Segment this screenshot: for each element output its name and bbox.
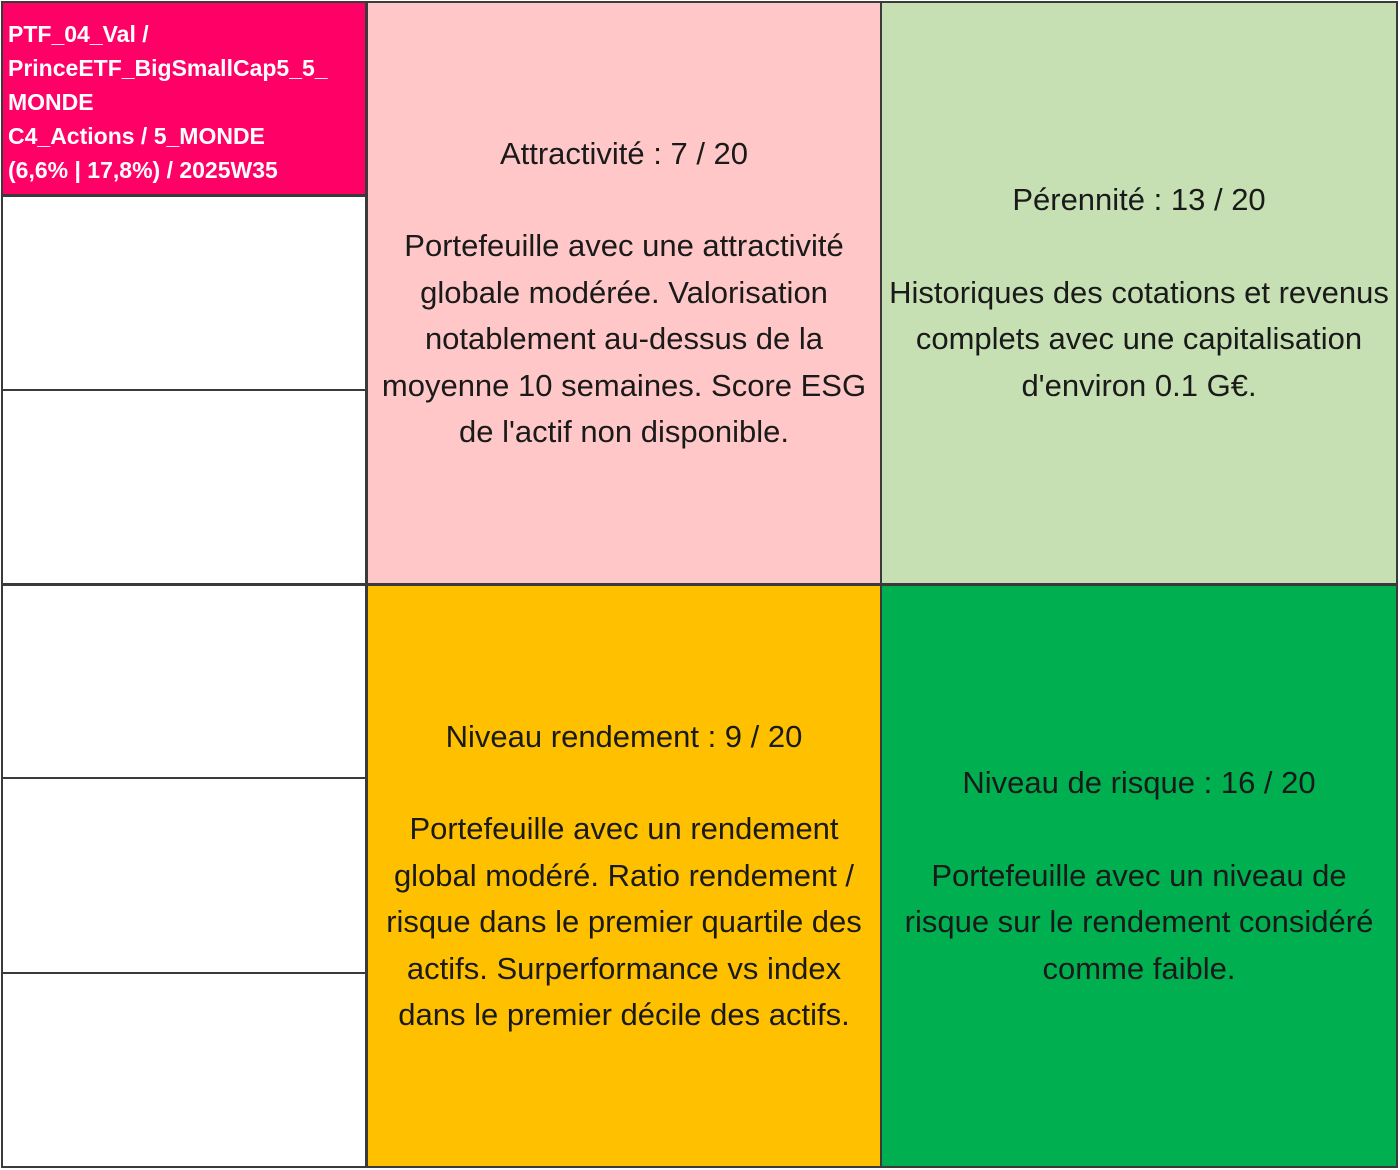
empty-cell-2 bbox=[1, 389, 367, 585]
risque-cell bbox=[880, 584, 1398, 1168]
rendement-title: Niveau rendement : 9 / 20 bbox=[445, 718, 803, 754]
empty-cell-5 bbox=[1, 972, 367, 1168]
attractivite-title: Attractivité : 7 / 20 bbox=[499, 135, 749, 171]
perennite-text: Historiques des cotations et revenus complets avec une capitalisation d'environ 0.1 G€. bbox=[889, 274, 1389, 403]
risque-title: Niveau de risque : 16 / 20 bbox=[962, 765, 1316, 800]
perennite-title: Pérennité : 13 / 20 bbox=[1012, 182, 1266, 217]
header-line-2: PrinceETF_BigSmallCap5_5_ bbox=[8, 55, 328, 81]
header-line-3: MONDE bbox=[8, 89, 94, 115]
rendement-cell bbox=[366, 584, 882, 1168]
portfolio-header-cell bbox=[1, 1, 367, 196]
attractivite-text: Portefeuille avec une attractivité globale modérée. Valorisation notablement au-dessus de la moyenne 10 semaines. Score ESG de l'actif non disponible. bbox=[381, 228, 867, 449]
attractivite-cell bbox=[366, 1, 882, 585]
header-line-5: (6,6% | 17,8%) / 2025W35 bbox=[8, 157, 278, 183]
empty-cell-1 bbox=[1, 195, 367, 391]
header-line-4: C4_Actions / 5_MONDE bbox=[8, 123, 265, 149]
empty-cell-4 bbox=[1, 777, 367, 974]
header-line-1: PTF_04_Val / bbox=[8, 21, 149, 47]
empty-cell-3 bbox=[1, 584, 367, 779]
risque-text: Portefeuille avec un niveau de risque sur le rendement considéré comme faible. bbox=[904, 857, 1374, 986]
rendement-text: Portefeuille avec un rendement global modéré. Ratio rendement / risque dans le premier quartile des actifs. Surperformance vs index dans le premier décile des actifs. bbox=[386, 811, 862, 1032]
perennite-cell bbox=[880, 1, 1398, 585]
